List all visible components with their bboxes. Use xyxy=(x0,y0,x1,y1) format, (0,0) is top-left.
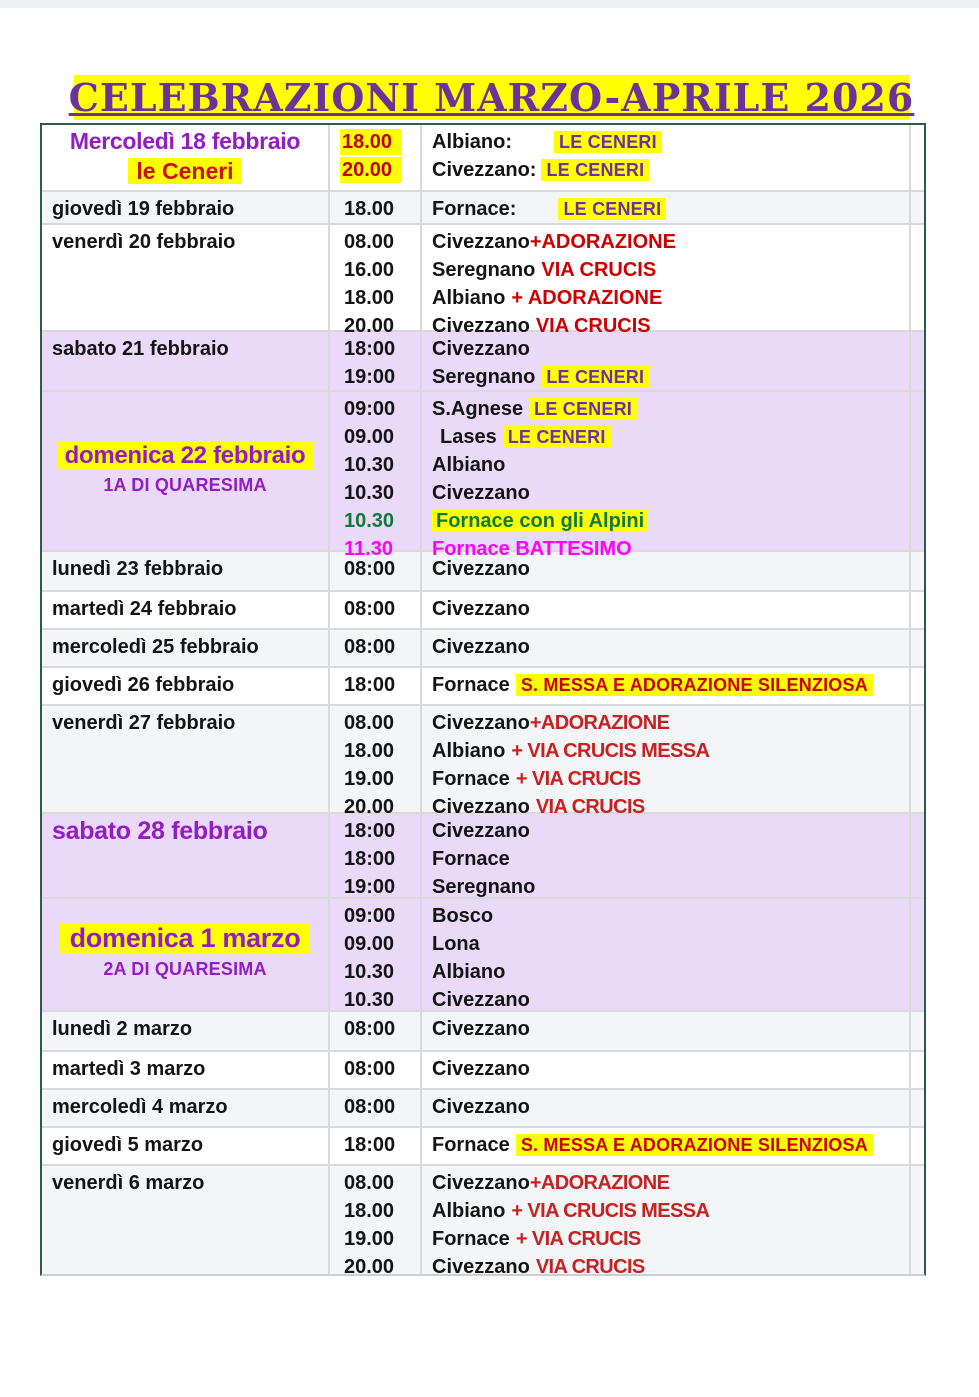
day-cell xyxy=(42,1166,330,1274)
time-value: 18:00 xyxy=(344,1134,396,1156)
table-row xyxy=(42,1166,924,1278)
day-cell xyxy=(42,1012,330,1050)
day-label: mercoledì 4 marzo xyxy=(52,1096,228,1118)
day-label: domenica 22 febbraio xyxy=(57,442,314,469)
spare-cell xyxy=(911,814,924,897)
spare-cell xyxy=(911,1090,924,1126)
spare-cell xyxy=(911,1166,924,1274)
event-cell xyxy=(422,1090,911,1126)
event-cell xyxy=(422,192,911,223)
day-cell xyxy=(42,1128,330,1164)
time-value: 16.00 xyxy=(344,259,395,281)
table-row xyxy=(42,899,924,1012)
time-value: 18:00 xyxy=(344,848,396,870)
spare-cell xyxy=(911,1128,924,1164)
event-cell xyxy=(422,392,911,560)
day-cell xyxy=(42,1052,330,1088)
spare-cell xyxy=(911,706,924,812)
day-cell xyxy=(42,592,330,628)
day-cell xyxy=(42,1090,330,1126)
day-label: mercoledì 25 febbraio xyxy=(52,636,259,658)
day-label: domenica 1 marzo xyxy=(60,923,311,953)
event-text: Civezzano xyxy=(432,1058,530,1080)
time-value: 10.30 xyxy=(344,482,395,504)
table-row xyxy=(42,192,924,225)
spare-cell xyxy=(911,592,924,628)
time-cell xyxy=(330,125,422,190)
day-label: giovedì 26 febbraio xyxy=(52,674,235,696)
time-cell xyxy=(330,668,422,704)
table-row xyxy=(42,552,924,592)
day-label: venerdì 20 febbraio xyxy=(52,231,236,253)
event-cell xyxy=(422,332,911,390)
day-cell xyxy=(42,706,330,812)
event-text: Civezzano xyxy=(432,989,530,1011)
event-text: Seregnano xyxy=(432,876,536,898)
event-text: Civezzano xyxy=(432,820,530,842)
spare-cell xyxy=(911,668,924,704)
event-cell xyxy=(422,706,911,818)
event-text: S.Agnese xyxy=(432,398,524,420)
time-value: 09:00 xyxy=(344,398,396,420)
event-text: + ADORAZIONE xyxy=(511,287,663,309)
event-cell xyxy=(422,125,911,190)
event-text: Lona xyxy=(432,933,480,955)
event-cell xyxy=(422,1052,911,1088)
day-cell xyxy=(42,392,330,550)
table-row xyxy=(42,630,924,668)
event-text: + VIA CRUCIS MESSA xyxy=(511,740,710,762)
table-row xyxy=(42,125,924,192)
event-cell xyxy=(422,1012,911,1050)
event-text: Civezzano xyxy=(432,482,530,504)
time-value: 08:00 xyxy=(344,558,396,580)
event-text: Civezzano xyxy=(432,712,530,734)
spare-cell xyxy=(911,630,924,666)
day-label: Mercoledì 18 febbraio xyxy=(69,127,301,154)
day-label: sabato 21 febbraio xyxy=(52,338,229,360)
day-cell xyxy=(42,332,330,390)
event-cell xyxy=(422,814,911,897)
event-text: LE CENERI xyxy=(541,159,649,181)
spare-cell xyxy=(911,125,924,190)
event-text: VIA CRUCIS xyxy=(535,796,645,818)
time-value: 20.00 xyxy=(340,157,402,183)
event-text: Albiano xyxy=(432,961,506,983)
day-label: lunedì 2 marzo xyxy=(52,1018,193,1040)
event-text: Albiano xyxy=(432,740,506,762)
event-cell xyxy=(422,668,911,704)
event-text: Civezzano xyxy=(432,338,530,360)
time-value: 19:00 xyxy=(344,876,396,898)
event-text: VIA CRUCIS xyxy=(541,259,657,281)
day-cell xyxy=(42,814,330,897)
spare-cell xyxy=(911,332,924,390)
table-row xyxy=(42,392,924,560)
page-title: CELEBRAZIONI MARZO-APRILE 2026 xyxy=(68,75,915,120)
event-cell xyxy=(422,1128,911,1164)
event-cell xyxy=(422,552,911,590)
event-text: Fornace con gli Alpini xyxy=(432,510,648,532)
time-cell xyxy=(330,592,422,628)
time-value: 08.00 xyxy=(344,712,395,734)
event-text: VIA CRUCIS xyxy=(535,1256,645,1278)
event-text: Albiano: xyxy=(432,131,512,153)
time-value: 19.00 xyxy=(344,768,395,790)
event-cell xyxy=(422,899,911,1010)
event-text: Civezzano: xyxy=(432,159,537,181)
time-value: 19.00 xyxy=(344,1228,395,1250)
time-value: 10.30 xyxy=(344,989,395,1011)
celebrations-schedule-table xyxy=(40,123,926,1276)
event-text: VIA CRUCIS xyxy=(535,315,651,337)
table-row xyxy=(42,1012,924,1052)
time-value: 08:00 xyxy=(344,1096,396,1118)
day-cell xyxy=(42,552,330,590)
time-cell xyxy=(330,332,422,390)
time-value: 09:00 xyxy=(344,905,396,927)
event-text: +ADORAZIONE xyxy=(529,712,670,734)
event-text: + VIA CRUCIS xyxy=(515,1228,641,1250)
time-value: 09.00 xyxy=(344,933,395,955)
table-row xyxy=(42,1128,924,1166)
day-label: martedì 24 febbraio xyxy=(52,598,237,620)
time-cell xyxy=(330,706,422,818)
event-cell xyxy=(422,225,911,337)
time-value: 18:00 xyxy=(344,820,396,842)
table-row xyxy=(42,592,924,630)
event-text: +ADORAZIONE xyxy=(529,1172,670,1194)
day-cell xyxy=(42,668,330,704)
event-text: LE CENERI xyxy=(558,198,666,220)
time-value: 20.00 xyxy=(344,1256,395,1278)
event-text: Civezzano xyxy=(432,315,530,337)
event-text: Civezzano xyxy=(432,1096,530,1118)
time-cell xyxy=(330,225,422,337)
time-cell xyxy=(330,552,422,590)
table-row xyxy=(42,814,924,899)
table-row xyxy=(42,1052,924,1090)
event-text: Civezzano xyxy=(432,1018,530,1040)
time-value: 18.00 xyxy=(340,129,402,155)
event-text: Fornace xyxy=(432,1134,510,1156)
event-text: + VIA CRUCIS xyxy=(515,768,641,790)
event-text: Fornace xyxy=(432,674,510,696)
table-row xyxy=(42,668,924,706)
event-text: Civezzano xyxy=(432,598,530,620)
day-label: lunedì 23 febbraio xyxy=(52,558,224,580)
day-label: 2A DI QUARESIMA xyxy=(103,959,267,979)
spare-cell xyxy=(911,899,924,1010)
time-value: 10.30 xyxy=(344,510,395,532)
event-text: LE CENERI xyxy=(541,366,649,388)
event-text: Fornace xyxy=(432,848,510,870)
time-value: 08:00 xyxy=(344,598,396,620)
event-text: LE CENERI xyxy=(554,131,662,153)
day-label: venerdì 27 febbraio xyxy=(52,712,236,734)
time-cell xyxy=(330,1052,422,1088)
day-cell xyxy=(42,125,330,190)
spare-cell xyxy=(911,192,924,223)
day-cell xyxy=(42,192,330,223)
time-cell xyxy=(330,392,422,560)
time-value: 18:00 xyxy=(344,674,396,696)
time-value: 18.00 xyxy=(344,287,395,309)
event-text: Civezzano xyxy=(432,796,530,818)
spare-cell xyxy=(911,225,924,330)
event-text: Fornace xyxy=(432,1228,510,1250)
event-text: Seregnano xyxy=(432,366,536,388)
day-label: 1A DI QUARESIMA xyxy=(103,475,267,495)
time-cell xyxy=(330,630,422,666)
spare-cell xyxy=(911,392,924,550)
day-label: venerdì 6 marzo xyxy=(52,1172,205,1194)
event-text: LE CENERI xyxy=(529,398,637,420)
day-label: martedì 3 marzo xyxy=(52,1058,206,1080)
event-text: S. MESSA E ADORAZIONE SILENZIOSA xyxy=(516,1134,873,1156)
time-value: 20.00 xyxy=(344,796,395,818)
event-text: Seregnano xyxy=(432,259,536,281)
day-cell xyxy=(42,225,330,330)
event-text: + VIA CRUCIS MESSA xyxy=(511,1200,710,1222)
time-value: 08.00 xyxy=(344,231,395,253)
event-text: Albiano xyxy=(432,287,506,309)
time-cell xyxy=(330,192,422,223)
time-cell xyxy=(330,899,422,1010)
time-cell xyxy=(330,814,422,897)
time-value: 11.30 xyxy=(344,538,393,560)
time-cell xyxy=(330,1128,422,1164)
event-text: Civezzano xyxy=(432,1172,530,1194)
time-cell xyxy=(330,1012,422,1050)
time-value: 19:00 xyxy=(344,366,396,388)
day-label: sabato 28 febbraio xyxy=(52,817,268,845)
day-label: giovedì 5 marzo xyxy=(52,1134,204,1156)
event-cell xyxy=(422,630,911,666)
event-text: Fornace xyxy=(432,768,510,790)
spare-cell xyxy=(911,1012,924,1050)
time-value: 10.30 xyxy=(344,961,395,983)
event-text: Fornace BATTESIMO xyxy=(432,538,632,560)
event-text: Civezzano xyxy=(432,558,530,580)
time-value: 08:00 xyxy=(344,1058,396,1080)
time-value: 18.00 xyxy=(344,198,395,220)
time-value: 10.30 xyxy=(344,454,395,476)
event-text: S. MESSA E ADORAZIONE SILENZIOSA xyxy=(516,674,873,696)
time-value: 18.00 xyxy=(344,1200,395,1222)
table-row xyxy=(42,225,924,337)
time-cell xyxy=(330,1090,422,1126)
event-text: Civezzano xyxy=(432,636,530,658)
event-text: +ADORAZIONE xyxy=(529,231,676,253)
time-value: 18:00 xyxy=(344,338,396,360)
event-text: Civezzano xyxy=(432,1256,530,1278)
time-cell xyxy=(330,1166,422,1278)
event-text: Civezzano xyxy=(432,231,530,253)
day-cell xyxy=(42,899,330,1010)
time-value: 08:00 xyxy=(344,636,396,658)
time-value: 08:00 xyxy=(344,1018,396,1040)
event-cell xyxy=(422,1166,911,1278)
event-cell xyxy=(422,592,911,628)
page-top-strip xyxy=(0,0,979,8)
table-row xyxy=(42,332,924,392)
event-text: Lases xyxy=(440,426,497,448)
time-value: 09.00 xyxy=(344,426,395,448)
event-text: Albiano xyxy=(432,1200,506,1222)
event-text: LE CENERI xyxy=(503,426,611,448)
table-row xyxy=(42,1090,924,1128)
event-text: Fornace: xyxy=(432,198,517,220)
event-text: Albiano xyxy=(432,454,506,476)
day-label: giovedì 19 febbraio xyxy=(52,198,235,220)
spare-cell xyxy=(911,1052,924,1088)
event-text: Bosco xyxy=(432,905,494,927)
title-band xyxy=(68,75,915,120)
day-cell xyxy=(42,630,330,666)
spare-cell xyxy=(911,552,924,590)
time-value: 20.00 xyxy=(344,315,395,337)
time-value: 18.00 xyxy=(344,740,395,762)
day-label: le Ceneri xyxy=(128,158,241,184)
table-row xyxy=(42,706,924,818)
time-value: 08.00 xyxy=(344,1172,395,1194)
